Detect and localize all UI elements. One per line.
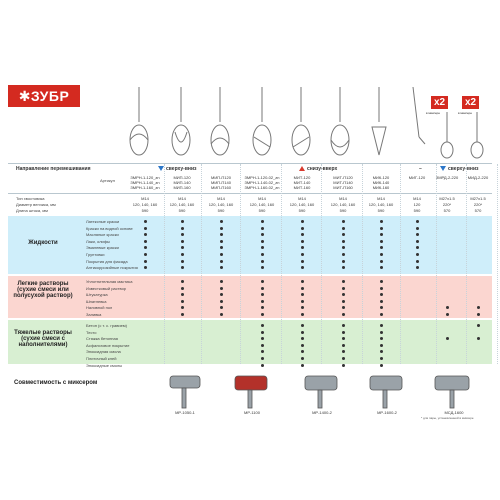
direction-dash: – — [419, 166, 422, 172]
x2-caption-2: в миксере — [458, 111, 473, 115]
compat-dot — [301, 266, 304, 269]
article-code: МИК-120 — [372, 175, 390, 180]
compat-dot — [380, 260, 383, 263]
whisk-illustrations — [125, 82, 495, 162]
shank-value: М14 — [141, 196, 149, 201]
compat-dot — [220, 253, 223, 256]
mixer-icon-3 — [305, 376, 337, 408]
article-code: ЗМРН-1-160_zn — [130, 185, 160, 190]
x2-badge-2: x2 — [462, 96, 479, 109]
compat-dot — [181, 240, 184, 243]
row-label: Наливной пол — [86, 305, 113, 311]
compat-dot — [342, 293, 345, 296]
compat-dot — [342, 344, 345, 347]
compat-dot — [220, 287, 223, 290]
mixer-label: МР-1400-2 — [312, 410, 332, 415]
shank-value: М14 — [298, 196, 306, 201]
whisk-icon-10 — [471, 112, 483, 158]
mixer-label: МСД-1600 — [444, 410, 464, 415]
compat-dot — [416, 253, 419, 256]
compat-dot — [416, 220, 419, 223]
column-divider — [321, 164, 322, 364]
row-label: Известковый раствор — [86, 285, 127, 291]
shank-value: М14 — [217, 196, 225, 201]
length-value: 590 — [298, 208, 306, 213]
shank-value: М14 — [377, 196, 385, 201]
compat-dot — [342, 240, 345, 243]
column-divider — [164, 164, 165, 364]
compat-dot — [261, 253, 264, 256]
diameter-value: 120, 140, 160 — [368, 202, 394, 207]
compat-dot — [181, 227, 184, 230]
compat-dot — [261, 300, 264, 303]
compat-dot — [301, 331, 304, 334]
article-code: ЗМРН-1-120-02_zn — [244, 175, 280, 180]
compat-dot — [261, 266, 264, 269]
compat-dot — [380, 300, 383, 303]
direction-down-2: сверху-вниз — [448, 166, 479, 172]
compat-dot — [380, 337, 383, 340]
compat-dot — [380, 253, 383, 256]
compat-dot — [181, 293, 184, 296]
compat-dot — [301, 253, 304, 256]
article-code: ЗМРД-2-220 — [435, 175, 459, 180]
compat-dot — [261, 280, 264, 283]
direction-down-1: сверху-вниз — [166, 166, 197, 172]
article-code: МИП-120 — [173, 175, 191, 180]
shank-value: М14 — [413, 196, 421, 201]
article-code: ЗМРН-1-140_zn — [130, 180, 160, 185]
compat-dot — [380, 357, 383, 360]
compat-dot — [342, 300, 345, 303]
compat-dot — [220, 293, 223, 296]
whisk-icon-4 — [253, 87, 271, 155]
compat-dot — [181, 233, 184, 236]
length-value: 590 — [377, 208, 385, 213]
mixer-icon-2 — [235, 376, 267, 408]
compat-dot — [416, 260, 419, 263]
compat-dot — [416, 266, 419, 269]
compat-dot — [342, 227, 345, 230]
row-label: Грунтовки — [86, 252, 105, 257]
mixer-icon-4 — [370, 376, 402, 408]
mixer-label: МР-1050-1 — [175, 410, 195, 415]
compat-dot — [416, 240, 419, 243]
mixer-label: МР-1100 — [244, 410, 260, 415]
compat-dot — [342, 280, 345, 283]
compat-dot — [301, 260, 304, 263]
row-label: Эпоксидная смола — [86, 349, 121, 355]
article-code: МИТ-140 — [293, 180, 311, 185]
compat-dot — [342, 253, 345, 256]
section-compat: Совместимость с миксером — [14, 380, 98, 386]
article-code: ЗМРН-1-120_zn — [130, 175, 160, 180]
whisk-icon-3 — [211, 87, 229, 155]
article-code: МИП-140 — [173, 180, 191, 185]
direction-up: снизу-вверх — [307, 166, 338, 172]
compat-dot — [144, 260, 147, 263]
article-code: МИП-П140 — [211, 180, 231, 185]
compat-dot — [261, 233, 264, 236]
diameter-value: 220* — [473, 202, 483, 207]
x2-badge-1: x2 — [431, 96, 448, 109]
compat-dot — [220, 280, 223, 283]
liquids-band — [8, 216, 492, 274]
mixer-icon-1 — [170, 376, 200, 408]
compat-dot — [342, 324, 345, 327]
column-divider — [281, 164, 282, 364]
shank-value: М14 — [339, 196, 347, 201]
compat-dot — [380, 240, 383, 243]
compat-dot — [301, 233, 304, 236]
compat-dot — [380, 324, 383, 327]
compat-dot — [301, 300, 304, 303]
column-divider — [400, 164, 401, 364]
article-label: Артикул — [100, 178, 115, 183]
whisk-icon-5 — [292, 87, 310, 155]
diameter-value: 120, 140, 160 — [208, 202, 234, 207]
compat-dot — [220, 240, 223, 243]
compat-dot — [144, 240, 147, 243]
whisk-icon-8 — [413, 87, 425, 144]
compat-dot — [261, 324, 264, 327]
compat-dot — [220, 313, 223, 316]
compat-dot — [342, 220, 345, 223]
compat-dot — [301, 287, 304, 290]
compat-dot — [477, 337, 480, 340]
compat-dot — [181, 253, 184, 256]
compat-dot — [380, 287, 383, 290]
row-label: Эмалевые краски — [86, 245, 119, 251]
compat-dot — [342, 233, 345, 236]
column-divider — [362, 164, 363, 364]
row-label: Заливка — [86, 312, 102, 317]
diameter-value: 120, 140, 160 — [289, 202, 315, 207]
compat-dot — [181, 266, 184, 269]
compat-dot — [301, 313, 304, 316]
compat-dot — [342, 266, 345, 269]
article-code: МИТ-П120 — [333, 175, 353, 180]
compat-dot — [301, 280, 304, 283]
diameter-value: 120, 140, 160 — [249, 202, 275, 207]
compat-dot — [380, 344, 383, 347]
compat-dot — [261, 344, 264, 347]
compat-dot — [380, 331, 383, 334]
article-code: МИТ-П140 — [333, 180, 353, 185]
divider — [8, 163, 492, 164]
compat-dot — [261, 364, 264, 367]
shank-value: М27x1.5 — [439, 196, 455, 201]
compat-dot — [181, 300, 184, 303]
length-value: 590 — [178, 208, 186, 213]
column-divider — [466, 164, 467, 364]
divider — [8, 193, 492, 194]
compat-dot — [477, 324, 480, 327]
x2-caption-1: в миксере — [426, 111, 441, 115]
length-value: 590 — [217, 208, 225, 213]
row-label: Плиточный клей — [86, 356, 117, 361]
compat-dot — [301, 240, 304, 243]
article-code: МИП-П160 — [211, 185, 231, 190]
article-code: ЗМРН-1-140-02_zn — [244, 180, 280, 185]
compat-dot — [144, 266, 147, 269]
compat-dot — [261, 240, 264, 243]
row-label: Асфальтовое покрытие — [86, 342, 130, 348]
shank-label: Тип хвостовика — [16, 196, 45, 201]
row-label: Шпатлевка — [86, 298, 107, 304]
compat-dot — [446, 337, 449, 340]
compat-dot — [301, 293, 304, 296]
compat-dot — [261, 220, 264, 223]
compat-dot — [301, 344, 304, 347]
length-value: 590 — [339, 208, 347, 213]
compat-dot — [220, 220, 223, 223]
length-value: 590 — [141, 208, 149, 213]
direction-label: Направление перемешивания — [16, 166, 91, 172]
footnote: * для пары, установленной в миксере — [421, 416, 474, 420]
compat-dot — [261, 287, 264, 290]
whisk-icon-6 — [331, 87, 349, 155]
compat-dot — [380, 220, 383, 223]
compat-dot — [181, 220, 184, 223]
compat-dot — [220, 227, 223, 230]
compat-dot — [220, 300, 223, 303]
section-liquids: Жидкости — [28, 240, 58, 246]
row-label: Бетон (с т. с. гравием) — [86, 323, 127, 328]
row-label: Масляные краски — [86, 232, 119, 238]
compat-dot — [477, 313, 480, 316]
row-label: Уплотнительная мастика — [86, 279, 133, 284]
mixer-icon-5 — [435, 376, 469, 408]
compat-dot — [144, 253, 147, 256]
shank-value: М14 — [258, 196, 266, 201]
compat-dot — [301, 337, 304, 340]
article-code: ЗМРН-1-160-02_zn — [244, 185, 280, 190]
compat-dot — [261, 357, 264, 360]
article-code: МИК-160 — [372, 185, 390, 190]
compat-dot — [380, 313, 383, 316]
diameter-label: Диаметр венчика, мм — [16, 202, 56, 207]
diameter-value: 220* — [442, 202, 452, 207]
column-divider — [436, 164, 437, 364]
whisk-icon-7 — [372, 87, 386, 155]
brand-logo: ✱ЗУБР — [8, 85, 80, 107]
compat-dot — [144, 220, 147, 223]
compat-dot — [301, 324, 304, 327]
compat-dot — [220, 233, 223, 236]
article-code: МИД-2-220 — [467, 175, 489, 180]
length-value: 570 — [443, 208, 451, 213]
column-divider — [240, 164, 241, 364]
compat-dot — [144, 227, 147, 230]
whisk-icon-1 — [130, 87, 148, 155]
article-code: МИТ-120 — [293, 175, 311, 180]
compat-dot — [446, 313, 449, 316]
compat-dot — [342, 357, 345, 360]
length-label: Длина штока, мм — [16, 208, 48, 213]
light-band — [8, 276, 492, 318]
compat-dot — [181, 260, 184, 263]
whisk-icon-2 — [172, 87, 190, 155]
compat-dot — [220, 266, 223, 269]
diameter-value: 120, 140, 160 — [132, 202, 158, 207]
compat-dot — [261, 293, 264, 296]
compat-dot — [261, 227, 264, 230]
diameter-value: 120, 140, 160 — [330, 202, 356, 207]
row-label: Лаки, олифы — [86, 238, 110, 244]
row-label: Антикоррозийные покрытия — [86, 265, 138, 271]
compat-dot — [342, 313, 345, 316]
section-light: Легкие растворы (сухие смеси или полусухой раствор) — [13, 281, 73, 299]
compat-dot — [261, 313, 264, 316]
shank-value: М14 — [178, 196, 186, 201]
article-code: МИП-160 — [173, 185, 191, 190]
article-code: МИТ-160 — [293, 185, 311, 190]
compat-dot — [416, 233, 419, 236]
compat-dot — [220, 260, 223, 263]
compat-dot — [301, 357, 304, 360]
compat-dot — [301, 364, 304, 367]
diameter-value: 120, 140, 160 — [169, 202, 195, 207]
row-label: Краски на водной основе — [86, 225, 133, 231]
compat-dot — [181, 313, 184, 316]
row-label: Стяжка бетонная — [86, 336, 118, 342]
compat-dot — [261, 331, 264, 334]
column-divider — [497, 164, 498, 364]
row-label: Штукатурка — [86, 292, 108, 298]
row-label: Латексные краски — [86, 219, 120, 224]
compat-dot — [261, 260, 264, 263]
compat-dot — [342, 260, 345, 263]
row-label: Тесто — [86, 329, 97, 335]
length-value: 590 — [258, 208, 266, 213]
article-code: МИТ-П160 — [333, 185, 353, 190]
compat-dot — [342, 364, 345, 367]
length-value: 590 — [413, 208, 421, 213]
article-code: МИП-П120 — [211, 175, 231, 180]
compat-dot — [380, 364, 383, 367]
compat-dot — [342, 337, 345, 340]
shank-value: М27x1.5 — [470, 196, 486, 201]
arrow-up-icon — [299, 166, 305, 171]
compat-dot — [380, 233, 383, 236]
row-label: Покрытия для фасада — [86, 258, 128, 264]
mixer-label: МР-1600-2 — [377, 410, 397, 415]
compat-dot — [380, 227, 383, 230]
compat-dot — [380, 293, 383, 296]
section-heavy: Тяжелые растворы (сухие смеси с наполнителями) — [14, 330, 72, 348]
compat-dot — [261, 337, 264, 340]
compat-dot — [380, 280, 383, 283]
arrow-down-icon-2 — [440, 166, 446, 171]
compat-dot — [181, 280, 184, 283]
compat-dot — [144, 233, 147, 236]
compat-dot — [342, 287, 345, 290]
column-divider — [201, 164, 202, 364]
compat-dot — [416, 227, 419, 230]
row-label: Эпоксидные смолы — [86, 362, 123, 368]
heavy-band — [8, 320, 492, 364]
article-code: МИК-140 — [372, 180, 390, 185]
compat-dot — [301, 227, 304, 230]
compat-dot — [181, 287, 184, 290]
diameter-value: 120 — [413, 202, 421, 207]
whisk-icon-9 — [441, 112, 453, 158]
article-code: МИГ-120 — [408, 175, 426, 180]
compat-dot — [342, 331, 345, 334]
mixer-illustrations — [150, 368, 490, 416]
compat-dot — [380, 266, 383, 269]
length-value: 570 — [474, 208, 482, 213]
compat-dot — [301, 220, 304, 223]
